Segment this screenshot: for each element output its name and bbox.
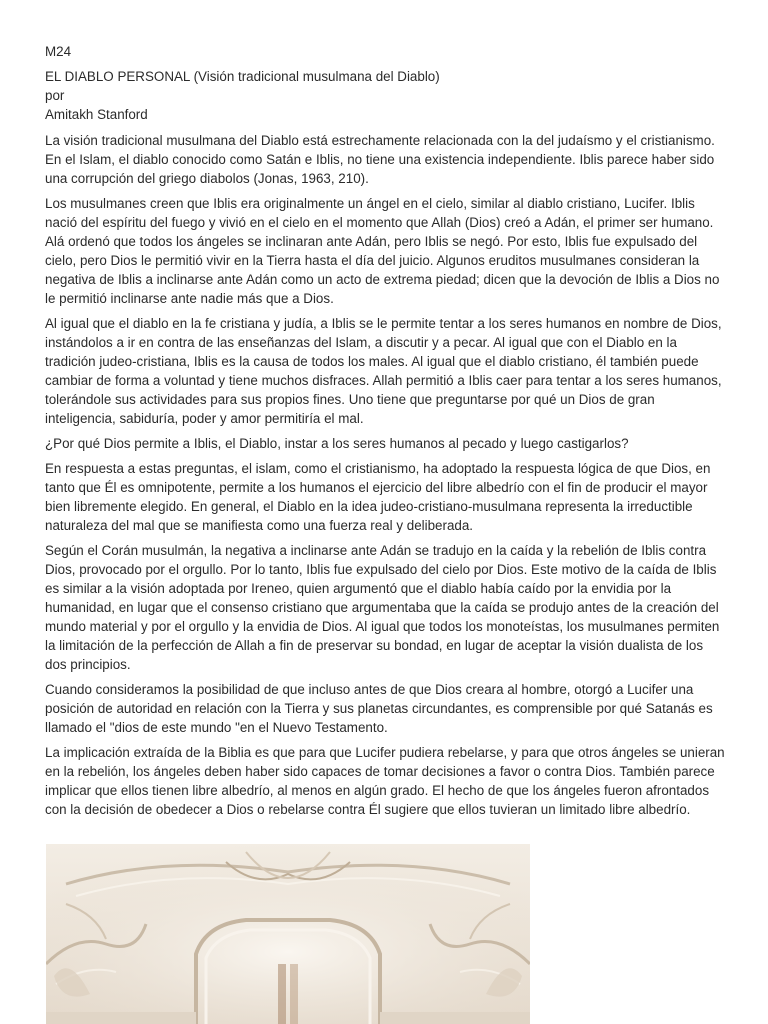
document-title: EL DIABLO PERSONAL (Visión tradicional musulmana del Diablo): [45, 69, 440, 84]
paragraph: Los musulmanes creen que Iblis era originalmente un ángel en el cielo, similar al diablo cristiano, Lucifer. Iblis nació del espíritu del fuego y vivió en el cielo en el momento que Allah (Dios) creó a Adán, el primer ser humano. Alá ordenó que todos los ángeles se inclinaran ante Adán, pero Iblis se negó. Por esto, Iblis fue expulsado del cielo, pero Dios le permitió vivir en la Tierra hasta el día del juicio. Algunos eruditos musulmanes consideran la negativa de Iblis a inclinarse ante Adán como un acto de extrema piedad; dicen que la devoción de Iblis a Dios no le permitió inclinarse ante nadie más que a Dios.: [45, 196, 720, 306]
paragraph: Cuando consideramos la posibilidad de que incluso antes de que Dios creara al hombre, otorgó a Lucifer una posición de autoridad en relación con la Tierra y sus planetas circundantes, es comprensible por qué Satanás es llamado el "dios de este mundo "en el Nuevo Testamento.: [45, 682, 713, 735]
paragraph-question: ¿Por qué Dios permite a Iblis, el Diablo, instar a los seres humanos al pecado y luego castigarlos?: [45, 436, 629, 451]
author-name: Amitakh Stanford: [45, 107, 148, 122]
document-code: M24: [45, 44, 72, 59]
ornamental-frame-icon: [46, 844, 530, 1024]
document-body: [45, 42, 728, 819]
paragraph: Según el Corán musulmán, la negativa a inclinarse ante Adán se tradujo en la caída y la rebelión de Iblis contra Dios, provocado por el orgullo. Por lo tanto, Iblis fue expulsado del cielo por Dios. Este motivo de la caída de Iblis es similar a la visión adoptada por Ireneo, quien argumentó que el diablo había caído por la envidia por la humanidad, en lugar que el consenso cristiano que argumentaba que la caída se produjo antes de la creación del mundo material y por el orgullo y la envidia de Dios. Al igual que todos los monoteístas, los musulmanes permiten la limitación de la perfección de Allah a fin de preservar su bondad, en lugar de aceptar la visión dualista de los dos principios.: [45, 543, 720, 672]
byline-label: por: [45, 88, 65, 103]
paragraph: La implicación extraída de la Biblia es que para que Lucifer pudiera rebelarse, y para que otros ángeles se unieran en la rebelión, los ángeles deben haber sido capaces de tomar decisiones a favor o contra Dios. También parece implicar que ellos tienen libre albedrío, al menos en algún grado. El hecho de que los ángeles fueron afrontados con la decisión de obedecer a Dios o rebelarse contra Él sugiere que ellos tuvieran un limitado libre albedrío.: [45, 745, 725, 817]
paragraph: Al igual que el diablo en la fe cristiana y judía, a Iblis se le permite tentar a los seres humanos en nombre de Dios, instándolos a ir en contra de las enseñanzas del Islam, a discutir y a pecar. Al igual que con el Diablo en la tradición judeo-cristiana, Iblis es la causa de todos los males. Al igual que el diablo cristiano, él también puede cambiar de forma a voluntad y tiene muchos disfraces. Allah permitió a Iblis caer para tentar a los seres humanos, tolerándole sus actividades para sus propios fines. Uno tiene que preguntarse por qué un Dios de gran inteligencia, sabiduría, poder y amor permitiría el mal.: [45, 316, 722, 426]
paragraph: En respuesta a estas preguntas, el islam, como el cristianismo, ha adoptado la respuesta lógica de que Dios, en tanto que Él es omnipotente, permite a los humanos el ejercicio del libre albedrío con el fin de producir el mayor bien libremente elegido. En general, el Diablo en la idea judeo-cristiano-musulmana representa la irreductible naturaleza del mal que se manifiesta como una fuerza real y deliberada.: [45, 461, 711, 533]
paragraph: La visión tradicional musulmana del Diablo está estrechamente relacionada con la del judaísmo y el cristianismo. En el Islam, el diablo conocido como Satán e Iblis, no tiene una existencia independiente. Iblis parece haber sido una corrupción del griego diabolos (Jonas, 1963, 210).: [45, 133, 715, 186]
ornamental-frame-image: [46, 844, 530, 1024]
